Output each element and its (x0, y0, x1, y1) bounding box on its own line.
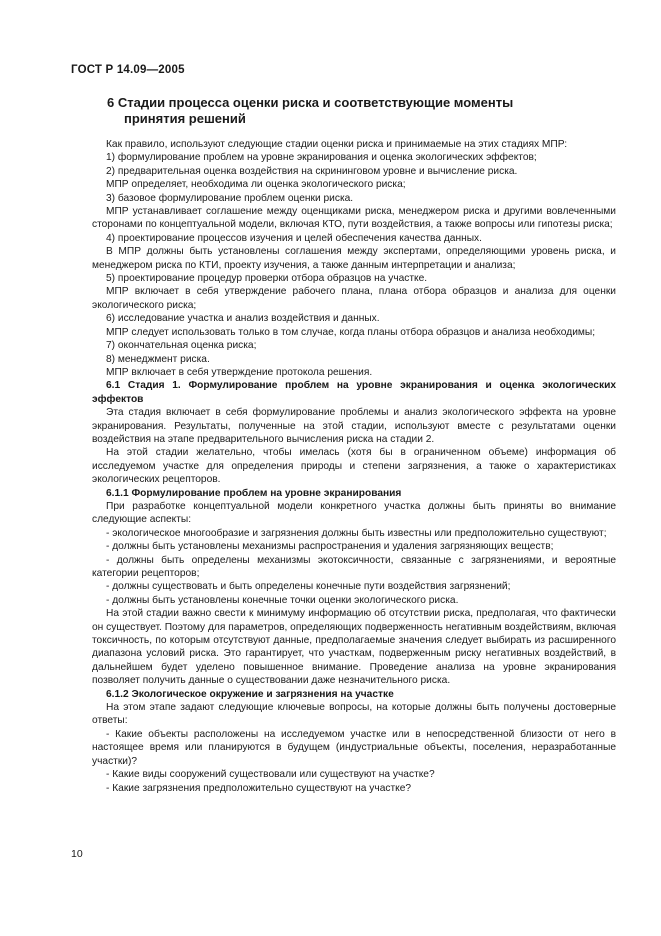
section-heading: 6.1.2 Экологическое окружение и загрязнения на участке (106, 688, 394, 700)
paragraph: В МПР должны быть установлены соглашения между экспертами, определяющими уровень риска, и менеджером риска по КТИ, проекту изучения, а также данным интерпретации и анализа; (92, 246, 616, 271)
paragraph: 1) формулирование проблем на уровне экранирования и оценка экологических эффектов; (106, 152, 537, 164)
paragraph: - должны быть определены механизмы экотоксичности, связанные с загрязнениями, и вероятные категории рецепторов; (92, 554, 616, 579)
paragraph: МПР включает в себя утверждение протокола решения. (106, 366, 373, 378)
paragraph: 3) базовое формулирование проблем оценки риска. (106, 192, 354, 204)
paragraph: МПР включает в себя утверждение рабочего плана, плана отбора образцов и анализа для оценки экологического риска; (92, 286, 616, 311)
paragraph: На этой стадии важно свести к минимуму информацию об отсутствии риска, предполагая, что фактически он существует. Поэтому для параметров, определяющих подверженность негативным воздействиям, включая токсичность, по которым отсутствуют данные, предполагаемые значения следует выбирать из расширенного диапазона условий риска. Это гарантирует, что участкам, подверженным риску негативных воздействий, в дальнейшем будет уделено повышенное внимание. Проведение анализа на уровне экранирования позволяет получить данные о существовании даже незначительного риска. (92, 608, 616, 687)
paragraph: - Какие загрязнения предположительно существуют на участке? (106, 782, 412, 794)
paragraph: 5) проектирование процедур проверки отбора образцов на участке. (106, 273, 428, 285)
paragraph: На этом этапе задают следующие ключевые вопросы, на которые должны быть получены достоверные ответы: (92, 702, 616, 727)
paragraph: - должны быть установлены механизмы распространения и удаления загрязняющих веществ; (106, 541, 554, 553)
paragraph: - должны быть установлены конечные точки оценки экологического риска. (106, 594, 459, 606)
paragraph: - Какие объекты расположены на исследуемом участке или в непосредственной близости от него в настоящее время или планируются в будущем (индустриальные объекты, поселения, неразработанные участки)? (92, 728, 616, 767)
paragraph: 4) проектирование процессов изучения и целей обеспечения качества данных. (106, 232, 482, 244)
section-heading: 6.1 Стадия 1. Формулирование проблем на уровне экранирования и оценка экологических эффектов (92, 380, 616, 405)
paragraph: - экологическое многообразие и загрязнения должны быть известны или предположительно существуют; (106, 527, 607, 539)
paragraph: 6) исследование участка и анализ воздействия и данных. (106, 313, 380, 325)
paragraph: 8) менеджмент риска. (106, 353, 210, 365)
section-title-line-1: 6 Стадии процесса оценки риска и соответствующие моменты (107, 95, 514, 110)
paragraph: МПР следует использовать только в том случае, когда планы отбора образцов и анализа необходимы; (106, 326, 596, 338)
paragraph: На этой стадии желательно, чтобы имелась (хотя бы в ограниченном объеме) информация об исследуемом участке для определения природы и степени загрязнения, а также о характеристиках экологических рецепторов. (92, 447, 616, 486)
paragraph: - должны существовать и быть определены конечные пути воздействия загрязнений; (106, 581, 511, 593)
paragraph: 2) предварительная оценка воздействия на скрининговом уровне и вычисление риска. (106, 165, 518, 177)
section-title (107, 95, 587, 127)
section-heading: 6.1.1 Формулирование проблем на уровне экранирования (106, 487, 402, 499)
paragraph: 7) окончательная оценка риска; (106, 340, 257, 352)
document-header: ГОСТ Р 14.09—2005 (71, 64, 185, 76)
section-title-line-2: принятия решений (124, 111, 246, 126)
paragraph: МПР устанавливает соглашение между оценщиками риска, менеджером риска и другими вовлеченными сторонами по концептуальной модели, включая КТО, пути воздействия, а также вопросы или гипотезы риска; (92, 206, 616, 231)
document-body (92, 138, 616, 795)
paragraph: Как правило, используют следующие стадии оценки риска и принимаемые на этих стадиях МПР: (106, 139, 568, 150)
page-number: 10 (71, 848, 83, 860)
paragraph: МПР определяет, необходима ли оценка экологического риска; (106, 179, 406, 191)
paragraph: Эта стадия включает в себя формулирование проблемы и анализ экологического эффекта на уровне экранирования. Результаты, полученные на этой стадии, используют вместе с результатами оценки воздействия на этапе предварительного вычисления риска на стадии 2. (92, 407, 616, 445)
paragraph: - Какие виды сооружений существовали или существуют на участке? (106, 769, 435, 781)
paragraph: При разработке концептуальной модели конкретного участка должны быть приняты во внимание следующие аспекты: (92, 500, 616, 526)
